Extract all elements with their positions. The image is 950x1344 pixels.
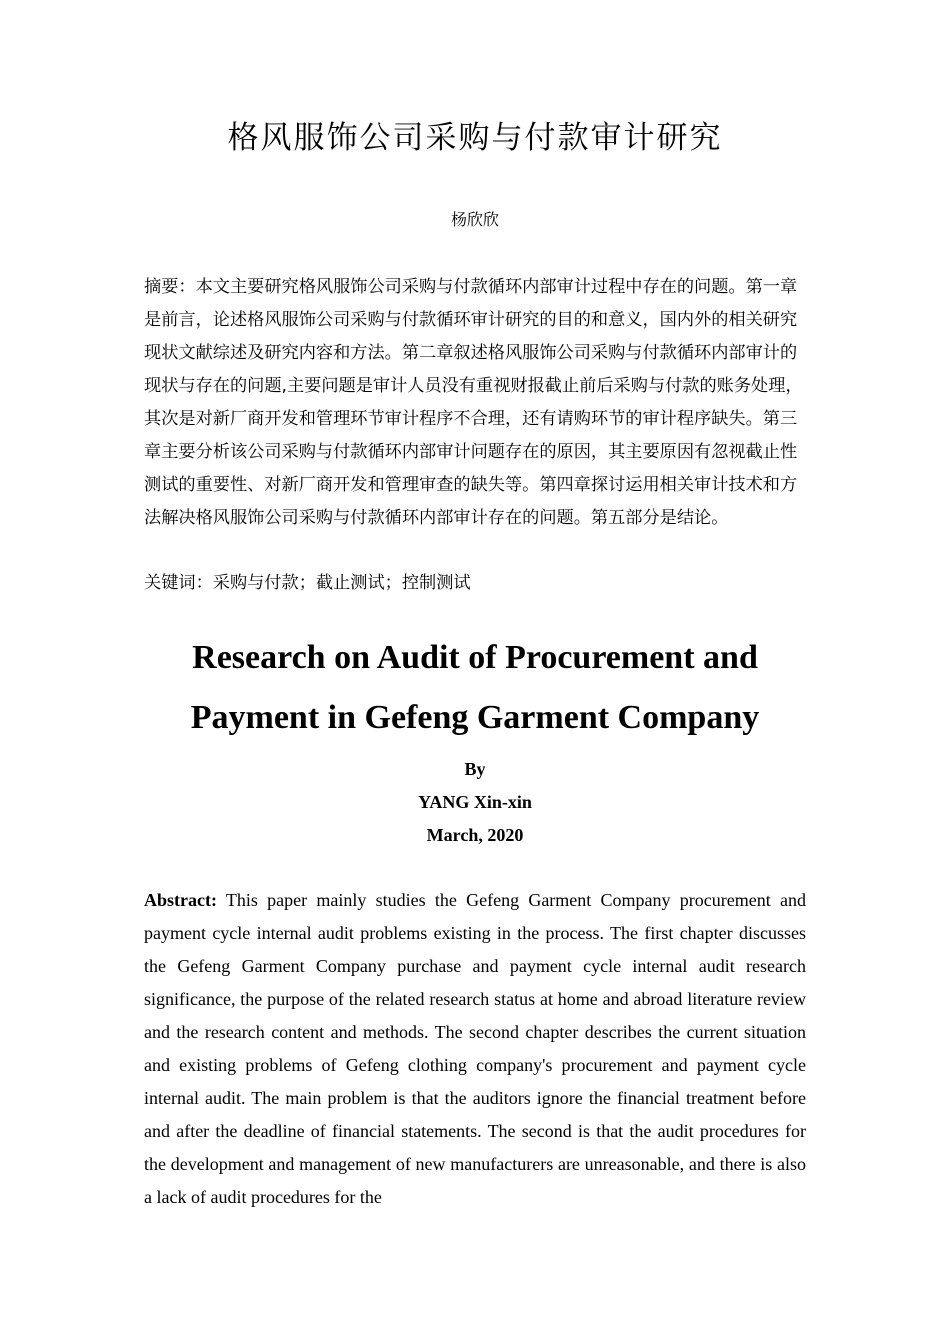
english-title-line-2: Payment in Gefeng Garment Company	[190, 699, 760, 736]
chinese-keywords	[144, 568, 810, 598]
chinese-abstract	[144, 271, 810, 535]
chinese-author: 杨欣欣	[450, 210, 499, 229]
english-title-line-1: Research on Audit of Procurement and	[192, 639, 758, 676]
chinese-title: 格风服饰公司采购与付款审计研究	[227, 120, 723, 156]
english-abstract-text: This paper mainly studies the Gefeng Garment Company procurement and payment cycle internal audit problems existing in the process. The first chapter discusses the Gefeng Garment Company purchase and payment cycle internal audit research significance, the purpose of the related research status at home and abroad literature review and the research content and methods. The second chapter describes the current situation and existing problems of Gefeng clothing company's procurement and payment cycle internal audit. The main problem is that the auditors ignore the financial treatment before and after the deadline of financial statements. The second is that the audit procedures for the development and management of new manufacturers are unreasonable, and there is also a lack of audit procedures for the	[144, 890, 806, 1207]
english-title	[80, 628, 870, 748]
chinese-keywords-text: 采购与付款；截止测试；控制测试	[212, 573, 471, 593]
english-date: March, 2020	[426, 825, 524, 845]
chinese-keywords-label: 关键词：	[144, 573, 213, 593]
chinese-abstract-text: 本文主要研究格风服饰公司采购与付款循环内部审计过程中存在的问题。第一章是前言，论述格风服饰公司采购与付款循环审计研究的目的和意义，国内外的相关研究现状文献综述及研究内容和方法。第二章叙述格风服饰公司采购与付款循环内部审计的现状与存在的问题,主要问题是审计人员没有重视财报截止前后采购与付款的账务处理，其次是对新厂商开发和管理环节审计程序不合理，还有请购环节的审计程序缺失。第三章主要分析该公司采购与付款循环内部审计问题存在的原因，其主要原因有忽视截止性测试的重要性、对新厂商开发和管理审查的缺失等。第四章探讨运用相关审计技术和方法解决格风服饰公司采购与付款循环内部审计存在的问题。第五部分是结论。	[144, 277, 803, 528]
english-abstract-label: Abstract:	[144, 890, 217, 910]
english-by: By	[464, 759, 486, 779]
english-author: YANG Xin-xin	[418, 792, 532, 812]
english-abstract	[144, 884, 806, 1214]
chinese-abstract-label: 摘要：	[144, 277, 196, 297]
